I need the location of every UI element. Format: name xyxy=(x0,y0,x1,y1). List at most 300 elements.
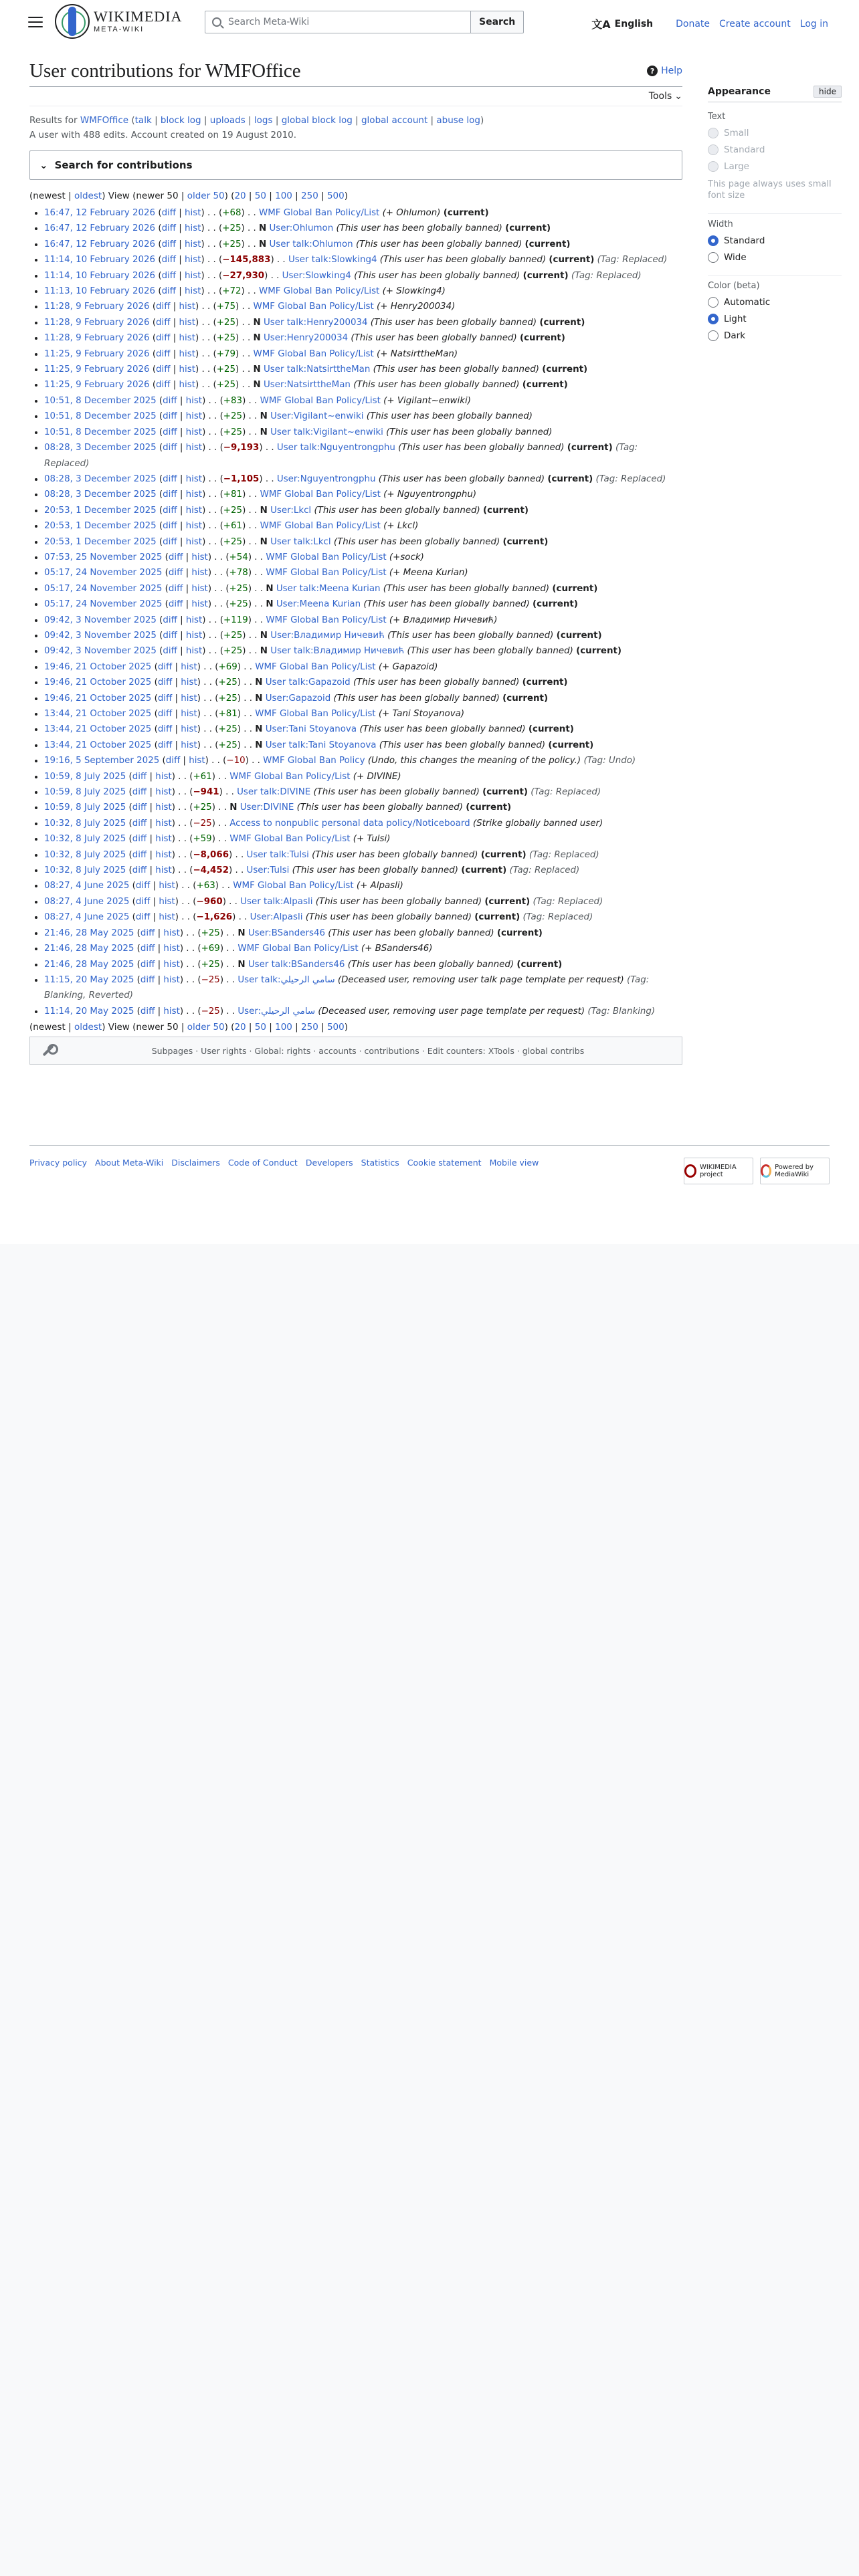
diff-link[interactable]: diff xyxy=(132,834,147,845)
page-link[interactable]: User talk:Ohlumon xyxy=(269,239,353,249)
timestamp-link[interactable]: 11:14, 10 February 2026 xyxy=(44,255,156,265)
hist-link[interactable]: hist xyxy=(159,912,175,923)
footer-link[interactable]: Developers xyxy=(305,1158,353,1168)
user-link-block-log[interactable]: block log xyxy=(160,115,201,126)
timestamp-link[interactable]: 16:47, 12 February 2026 xyxy=(44,208,156,218)
footer-link[interactable]: Cookie statement xyxy=(407,1158,482,1168)
diff-link[interactable]: diff xyxy=(157,693,173,704)
current-flag: (current) xyxy=(548,740,594,750)
hist-link[interactable]: hist xyxy=(155,802,172,813)
limit-250[interactable]: 250 xyxy=(301,191,318,201)
timestamp-link[interactable]: 07:53, 25 November 2025 xyxy=(44,552,163,562)
page-link[interactable]: WMF Global Ban Policy/List xyxy=(260,490,381,500)
hist-link[interactable]: hist xyxy=(163,1006,180,1016)
page-link[interactable]: WMF Global Ban Policy/List xyxy=(266,552,387,562)
page-link[interactable]: User talk:Lkcl xyxy=(270,536,331,547)
hist-link[interactable]: hist xyxy=(181,740,197,750)
footer-link[interactable]: Privacy policy xyxy=(29,1158,88,1168)
timestamp-link[interactable]: 21:46, 28 May 2025 xyxy=(44,959,134,970)
diff-link[interactable]: diff xyxy=(156,333,171,344)
hist-link[interactable]: hist xyxy=(191,599,208,610)
timestamp-link[interactable]: 05:17, 24 November 2025 xyxy=(44,583,163,594)
timestamp-link[interactable]: 11:25, 9 February 2026 xyxy=(44,348,150,359)
color-label: Color (beta) xyxy=(708,275,842,291)
page-link[interactable]: User talk:Meena Kurian xyxy=(276,583,381,594)
page-link[interactable]: WMF Global Ban Policy/List xyxy=(233,881,354,891)
language-button[interactable] xyxy=(591,16,653,31)
hist-link[interactable]: hist xyxy=(181,677,197,688)
size-diff: −10 xyxy=(226,756,246,766)
hist-link[interactable]: hist xyxy=(181,724,197,735)
hist-link[interactable]: hist xyxy=(179,333,195,344)
timestamp-link[interactable]: 11:28, 9 February 2026 xyxy=(44,302,150,312)
page-link[interactable]: WMF Global Ban Policy/List xyxy=(260,521,381,532)
size-diff: −27,930 xyxy=(222,270,265,281)
size-diff: +25 xyxy=(201,959,220,970)
diff-link[interactable]: diff xyxy=(156,317,171,328)
timestamp-link[interactable]: 09:42, 3 November 2025 xyxy=(44,630,157,641)
footer-link[interactable]: Mobile view xyxy=(489,1158,539,1168)
hist-link[interactable]: hist xyxy=(155,834,172,845)
diff-link[interactable]: diff xyxy=(135,896,151,907)
limit-500[interactable]: 500 xyxy=(326,191,345,201)
nav-older[interactable]: older 50 xyxy=(187,1022,225,1033)
edit-summary: (+ DIVINE) xyxy=(353,771,401,782)
page-link[interactable]: User talk:DIVINE xyxy=(237,787,311,798)
diff-link[interactable]: diff xyxy=(140,959,155,970)
diff-link[interactable]: diff xyxy=(156,302,171,312)
diff-link[interactable]: diff xyxy=(165,756,181,766)
diff-link[interactable]: diff xyxy=(163,505,177,516)
hist-link[interactable]: hist xyxy=(179,317,195,328)
timestamp-link[interactable]: 09:42, 3 November 2025 xyxy=(44,646,157,657)
radio-label: Dark xyxy=(724,330,746,341)
hist-link[interactable]: hist xyxy=(163,928,180,938)
page-link[interactable]: User:Alpasli xyxy=(250,912,303,923)
timestamp-link[interactable]: 20:53, 1 December 2025 xyxy=(44,536,157,547)
page-link[interactable]: User:Vigilant~enwiki xyxy=(270,411,364,422)
timestamp-link[interactable]: 10:59, 8 July 2025 xyxy=(44,787,126,798)
page-link[interactable]: User talk:Vigilant~enwiki xyxy=(270,427,383,437)
diff-link[interactable]: diff xyxy=(157,724,173,735)
width-wide-radio[interactable] xyxy=(708,252,842,263)
current-flag: (current) xyxy=(528,724,574,735)
page-link[interactable]: User talk:Slowking4 xyxy=(288,255,377,265)
hist-link[interactable]: hist xyxy=(181,661,197,672)
hist-link[interactable]: hist xyxy=(185,239,201,249)
timestamp-link[interactable]: 10:59, 8 July 2025 xyxy=(44,771,126,782)
hist-link[interactable]: hist xyxy=(185,255,201,265)
contribution-row: • 08:27, 4 June 2025 (diff | hist) . . (−960) . . User talk:Alpasli (This user has been globally banned) (current) (Tag: Replaced) xyxy=(44,894,682,909)
page-link[interactable]: User:Slowking4 xyxy=(282,270,351,281)
page-link[interactable]: User talk:Gapazoid xyxy=(265,677,351,688)
page-link[interactable]: User talk:Alpasli xyxy=(240,896,313,907)
nav-older[interactable]: older 50 xyxy=(187,191,225,201)
donate-link[interactable]: Donate xyxy=(676,18,710,29)
diff-link[interactable]: diff xyxy=(157,709,173,719)
page-link[interactable]: User:Meena Kurian xyxy=(276,599,361,610)
diff-link[interactable]: diff xyxy=(135,912,151,923)
diff-link[interactable]: diff xyxy=(163,615,177,625)
size-diff: +25 xyxy=(216,380,235,391)
diff-link[interactable]: diff xyxy=(163,646,177,657)
footer-link[interactable]: Code of Conduct xyxy=(227,1158,298,1168)
page-link[interactable]: User talk:Владимир Ничевић xyxy=(270,646,405,657)
page-link[interactable]: User:Nguyentrongphu xyxy=(276,473,376,484)
diff-link[interactable]: diff xyxy=(163,473,177,484)
radio-label: Standard xyxy=(724,235,765,246)
timestamp-link[interactable]: 13:44, 21 October 2025 xyxy=(44,740,152,750)
footer-link[interactable]: Statistics xyxy=(361,1158,399,1168)
timestamp-link[interactable]: 21:46, 28 May 2025 xyxy=(44,928,134,938)
user-link-talk[interactable]: talk xyxy=(134,115,152,126)
timestamp-link[interactable]: 08:27, 4 June 2025 xyxy=(44,912,130,923)
tools-icon xyxy=(39,1043,56,1059)
diff-link[interactable]: diff xyxy=(161,255,177,265)
timestamp-link[interactable]: 20:53, 1 December 2025 xyxy=(44,505,157,516)
current-flag: (current) xyxy=(466,802,512,813)
timestamp-link[interactable]: 11:14, 20 May 2025 xyxy=(44,1006,134,1016)
page-link[interactable]: Access to nonpublic personal data policy/Noticeboard xyxy=(229,818,470,829)
hist-link[interactable]: hist xyxy=(179,364,195,375)
edit-summary: (This user has been globally banned) xyxy=(370,317,537,328)
footer-link[interactable]: Disclaimers xyxy=(171,1158,220,1168)
hist-link[interactable]: hist xyxy=(155,865,172,876)
contributions-footer xyxy=(29,1037,682,1065)
hist-link[interactable]: hist xyxy=(185,521,203,532)
hist-link[interactable]: hist xyxy=(185,536,203,547)
size-diff: +25 xyxy=(222,223,242,234)
page-link[interactable]: User:BSanders46 xyxy=(248,928,326,938)
hist-link[interactable]: hist xyxy=(155,849,172,860)
edit-summary: (+ Tani Stoyanova) xyxy=(378,709,465,719)
edit-summary: (This user has been globally banned) xyxy=(379,740,546,750)
new-page-flag: N xyxy=(260,505,268,516)
hist-link[interactable]: hist xyxy=(191,583,208,594)
timestamp-link[interactable]: 08:28, 3 December 2025 xyxy=(44,443,157,453)
timestamp-link[interactable]: 10:32, 8 July 2025 xyxy=(44,865,126,876)
color-light-radio[interactable] xyxy=(708,314,842,324)
new-page-flag: N xyxy=(255,693,263,704)
hist-link[interactable]: hist xyxy=(185,646,203,657)
hist-link[interactable]: hist xyxy=(191,568,208,578)
search-input[interactable] xyxy=(205,11,471,33)
page-link[interactable]: WMF Global Ban Policy/List xyxy=(259,286,380,297)
edit-summary: (This user has been globally banned) xyxy=(378,473,545,484)
hist-link[interactable]: hist xyxy=(163,944,180,954)
edit-summary: (+ Tulsi) xyxy=(353,834,391,845)
page-link[interactable]: WMF Global Ban Policy/List xyxy=(266,615,387,625)
diff-link[interactable]: diff xyxy=(168,552,183,562)
timestamp-link[interactable]: 16:47, 12 February 2026 xyxy=(44,223,156,234)
timestamp-link[interactable]: 11:14, 10 February 2026 xyxy=(44,270,156,281)
limit-20[interactable]: 20 xyxy=(234,1022,246,1033)
diff-link[interactable]: diff xyxy=(156,348,171,359)
hist-link[interactable]: hist xyxy=(185,427,203,437)
timestamp-link[interactable]: 11:28, 9 February 2026 xyxy=(44,317,150,328)
contribution-row: • 19:16, 5 September 2025 (diff | hist) . . (−10) . . WMF Global Ban Policy (Undo, this changes the meaning of the policy.) (Tag: Undo) xyxy=(44,753,682,768)
diff-link[interactable]: diff xyxy=(163,443,177,453)
diff-link[interactable]: diff xyxy=(132,849,147,860)
diff-link[interactable]: diff xyxy=(157,740,173,750)
hist-link[interactable]: hist xyxy=(155,787,172,798)
timestamp-link[interactable]: 13:44, 21 October 2025 xyxy=(44,724,152,735)
diff-link[interactable]: diff xyxy=(156,364,171,375)
edit-summary: (+ Meena Kurian) xyxy=(389,568,468,578)
diff-link[interactable]: diff xyxy=(132,771,147,782)
user-link-logs[interactable]: logs xyxy=(254,115,273,126)
diff-link[interactable]: diff xyxy=(163,490,177,500)
diff-link[interactable]: diff xyxy=(132,787,147,798)
hist-link[interactable]: hist xyxy=(185,630,203,641)
contribution-row: • 09:42, 3 November 2025 (diff | hist) . . (+25) . . N User talk:Владимир Ничевић (This user has been globally banned) (current) xyxy=(44,643,682,659)
page-link[interactable]: User:Владимир Ничевић xyxy=(270,630,385,641)
new-page-flag: N xyxy=(253,380,261,391)
limit-100[interactable]: 100 xyxy=(275,191,292,201)
timestamp-link[interactable]: 10:32, 8 July 2025 xyxy=(44,834,126,845)
wikimedia-project-badge[interactable] xyxy=(684,1158,753,1184)
timestamp-link[interactable]: 10:51, 8 December 2025 xyxy=(44,395,157,406)
user-link-global-account[interactable]: global account xyxy=(361,115,428,126)
diff-link[interactable]: diff xyxy=(163,427,177,437)
help-label: Help xyxy=(661,66,682,76)
diff-link[interactable]: diff xyxy=(157,661,173,672)
hist-link[interactable]: hist xyxy=(185,615,203,625)
hist-link[interactable]: hist xyxy=(179,380,195,391)
page-link[interactable]: User talk:Tulsi xyxy=(246,849,309,860)
diff-link[interactable]: diff xyxy=(156,380,171,391)
timestamp-link[interactable]: 10:32, 8 July 2025 xyxy=(44,849,126,860)
current-flag: (current) xyxy=(484,896,531,907)
page-link[interactable]: User talk:Henry200034 xyxy=(263,317,368,328)
limit-250[interactable]: 250 xyxy=(301,1022,318,1033)
badge-label: Powered by MediaWiki xyxy=(775,1164,814,1178)
color-dark-radio[interactable] xyxy=(708,330,842,341)
hist-link[interactable]: hist xyxy=(191,552,208,562)
timestamp-link[interactable]: 11:25, 9 February 2026 xyxy=(44,364,150,375)
user-link[interactable]: WMFOffice xyxy=(80,115,129,126)
timestamp-link[interactable]: 19:16, 5 September 2025 xyxy=(44,756,160,766)
page-link[interactable]: User:Tulsi xyxy=(246,865,290,876)
hist-link[interactable]: hist xyxy=(181,709,197,719)
page-link[interactable]: WMF Global Ban Policy/List xyxy=(259,208,380,218)
tag-label: (Tag: Replaced) xyxy=(595,473,666,484)
diff-link[interactable]: diff xyxy=(140,974,155,985)
text-large-radio[interactable] xyxy=(708,161,842,172)
hist-link[interactable]: hist xyxy=(163,959,180,970)
diff-link[interactable]: diff xyxy=(140,1006,155,1016)
diff-link[interactable]: diff xyxy=(161,270,177,281)
diff-link[interactable]: diff xyxy=(161,239,177,249)
edit-summary: (Strike globally banned user) xyxy=(472,818,603,829)
tag-label: (Tag: Replaced) xyxy=(509,865,580,876)
hist-link[interactable]: hist xyxy=(185,490,203,500)
page-link[interactable]: WMF Global Ban Policy xyxy=(263,756,365,766)
timestamp-link[interactable]: 20:53, 1 December 2025 xyxy=(44,521,157,532)
user-link-global-block-log[interactable]: global block log xyxy=(281,115,353,126)
timestamp-link[interactable]: 10:51, 8 December 2025 xyxy=(44,427,157,437)
login-link[interactable]: Log in xyxy=(799,18,828,29)
diff-link[interactable]: diff xyxy=(163,521,177,532)
page-link[interactable]: User talk:سامي الرحيلي xyxy=(237,974,335,985)
hist-link[interactable]: hist xyxy=(185,286,201,297)
hide-button[interactable]: hide xyxy=(814,86,842,98)
timestamp-link[interactable]: 05:17, 24 November 2025 xyxy=(44,568,163,578)
page-link[interactable]: User:DIVINE xyxy=(240,802,294,813)
timestamp-link[interactable]: 13:44, 21 October 2025 xyxy=(44,709,152,719)
hist-link[interactable]: hist xyxy=(185,223,201,234)
main-menu-button[interactable] xyxy=(25,13,45,31)
limit-20[interactable]: 20 xyxy=(234,191,246,201)
timestamp-link[interactable]: 19:46, 21 October 2025 xyxy=(44,661,152,672)
timestamp-link[interactable]: 10:32, 8 July 2025 xyxy=(44,818,126,829)
edit-summary: (This user has been globally banned) xyxy=(366,411,533,422)
footer-links xyxy=(29,1158,539,1168)
diff-link[interactable]: diff xyxy=(163,630,177,641)
nav-oldest[interactable]: oldest xyxy=(74,1022,102,1033)
diff-link[interactable]: diff xyxy=(157,677,173,688)
text-small-radio[interactable] xyxy=(708,128,842,138)
search-contributions-panel[interactable] xyxy=(29,150,682,180)
site-logo[interactable] xyxy=(55,4,182,39)
diff-link[interactable]: diff xyxy=(135,881,151,891)
diff-link[interactable]: diff xyxy=(161,286,177,297)
current-flag: (current) xyxy=(576,646,622,657)
page-link[interactable]: WMF Global Ban Policy/List xyxy=(255,661,376,672)
timestamp-link[interactable]: 09:42, 3 November 2025 xyxy=(44,615,157,625)
hist-link[interactable]: hist xyxy=(185,411,203,422)
page-link[interactable]: WMF Global Ban Policy/List xyxy=(253,302,374,312)
timestamp-link[interactable]: 08:28, 3 December 2025 xyxy=(44,490,157,500)
color-automatic-radio[interactable] xyxy=(708,297,842,308)
nav-oldest[interactable]: oldest xyxy=(74,191,102,201)
diff-link[interactable]: diff xyxy=(163,536,177,547)
timestamp-link[interactable]: 11:28, 9 February 2026 xyxy=(44,333,150,344)
hist-link[interactable]: hist xyxy=(181,693,197,704)
size-diff: +25 xyxy=(229,583,248,594)
powered-by-mediawiki-badge[interactable] xyxy=(760,1158,830,1184)
page-link[interactable]: WMF Global Ban Policy/List xyxy=(260,395,381,406)
current-flag: (current) xyxy=(567,443,613,453)
page-link[interactable]: User:Gapazoid xyxy=(265,693,331,704)
width-label: Width xyxy=(708,213,842,229)
timestamp-link[interactable]: 10:51, 8 December 2025 xyxy=(44,411,157,422)
size-diff: +81 xyxy=(223,490,243,500)
page-link[interactable]: WMF Global Ban Policy/List xyxy=(229,834,351,845)
diff-link[interactable]: diff xyxy=(163,411,177,422)
tag-label: (Tag: Replaced) xyxy=(44,443,638,469)
diff-link[interactable]: diff xyxy=(132,865,147,876)
page-link[interactable]: WMF Global Ban Policy/List xyxy=(229,771,351,782)
diff-link[interactable]: diff xyxy=(168,583,183,594)
timestamp-link[interactable]: 08:27, 4 June 2025 xyxy=(44,896,130,907)
page-link[interactable]: User talk:BSanders46 xyxy=(248,959,345,970)
diff-link[interactable]: diff xyxy=(161,223,177,234)
page-link[interactable]: User:NatsirttheMan xyxy=(263,380,351,391)
page-link[interactable]: User:سامي الرحيلي xyxy=(237,1006,316,1016)
size-diff: +61 xyxy=(223,521,243,532)
footer-tool-links[interactable]: Subpages · User rights · Global: rights · accounts · contributions · Edit counters: XTools · global contribs xyxy=(151,1045,585,1056)
timestamp-link[interactable]: 11:25, 9 February 2026 xyxy=(44,380,150,391)
timestamp-link[interactable]: 11:15, 20 May 2025 xyxy=(44,974,134,985)
hist-link[interactable]: hist xyxy=(179,348,195,359)
page-link[interactable]: User:Henry200034 xyxy=(263,333,349,344)
timestamp-link[interactable]: 16:47, 12 February 2026 xyxy=(44,239,156,249)
diff-link[interactable]: diff xyxy=(168,599,183,610)
diff-link[interactable]: diff xyxy=(163,395,177,406)
new-page-flag: N xyxy=(255,740,263,750)
hist-link[interactable]: hist xyxy=(159,881,175,891)
page-link[interactable]: WMF Global Ban Policy/List xyxy=(253,348,374,359)
hist-link[interactable]: hist xyxy=(155,771,172,782)
size-diff: −4,452 xyxy=(193,865,229,876)
user-link-uploads[interactable]: uploads xyxy=(209,115,246,126)
limit-100[interactable]: 100 xyxy=(275,1022,292,1033)
new-page-flag: N xyxy=(259,223,267,234)
hist-link[interactable]: hist xyxy=(189,756,205,766)
text-standard-radio[interactable] xyxy=(708,144,842,155)
timestamp-link[interactable]: 19:46, 21 October 2025 xyxy=(44,677,152,688)
page-link[interactable]: User talk:Tani Stoyanova xyxy=(265,740,377,750)
timestamp-link[interactable]: 11:13, 10 February 2026 xyxy=(44,286,156,297)
diff-link[interactable]: diff xyxy=(168,568,183,578)
hist-link[interactable]: hist xyxy=(185,208,201,218)
page-link[interactable]: User:Lkcl xyxy=(270,505,312,516)
contribution-row: • 11:28, 9 February 2026 (diff | hist) . . (+25) . . N User talk:Henry200034 (This user has been globally banned) (current) xyxy=(44,315,682,330)
timestamp-link[interactable]: 08:28, 3 December 2025 xyxy=(44,473,157,484)
timestamp-link[interactable]: 08:27, 4 June 2025 xyxy=(44,881,130,891)
search-button[interactable]: Search xyxy=(471,11,524,33)
hist-link[interactable]: hist xyxy=(155,818,172,829)
tools-dropdown[interactable] xyxy=(649,91,682,102)
page-link[interactable]: User talk:NatsirttheMan xyxy=(263,364,371,375)
timestamp-link[interactable]: 21:46, 28 May 2025 xyxy=(44,944,134,954)
page-link[interactable]: WMF Global Ban Policy/List xyxy=(266,568,387,578)
hist-link[interactable]: hist xyxy=(179,302,195,312)
page-link[interactable]: WMF Global Ban Policy/List xyxy=(237,944,359,954)
contribution-row: • 13:44, 21 October 2025 (diff | hist) . . (+81) . . WMF Global Ban Policy/List (+ Tani Stoyanova) xyxy=(44,706,682,722)
limit-50[interactable]: 50 xyxy=(254,191,266,201)
diff-link[interactable]: diff xyxy=(161,208,177,218)
create-account-link[interactable]: Create account xyxy=(719,18,791,29)
page-link[interactable]: User:Ohlumon xyxy=(269,223,334,234)
diff-link[interactable]: diff xyxy=(132,802,147,813)
hist-link[interactable]: hist xyxy=(185,443,203,453)
hist-link[interactable]: hist xyxy=(163,974,180,985)
help-link[interactable] xyxy=(647,66,682,76)
width-standard-radio[interactable] xyxy=(708,235,842,246)
diff-link[interactable]: diff xyxy=(140,944,155,954)
hist-link[interactable]: hist xyxy=(185,473,203,484)
hist-link[interactable]: hist xyxy=(185,505,203,516)
contribution-row: • 20:53, 1 December 2025 (diff | hist) . . (+25) . . N User:Lkcl (This user has been globally banned) (current) xyxy=(44,503,682,518)
timestamp-link[interactable]: 05:17, 24 November 2025 xyxy=(44,599,163,610)
footer-link[interactable]: About Meta-Wiki xyxy=(95,1158,164,1168)
page-link[interactable]: WMF Global Ban Policy/List xyxy=(255,709,376,719)
timestamp-link[interactable]: 10:59, 8 July 2025 xyxy=(44,802,126,813)
user-link-abuse-log[interactable]: abuse log xyxy=(436,115,480,126)
page-link[interactable]: User:Tani Stoyanova xyxy=(265,724,357,735)
hist-link[interactable]: hist xyxy=(185,395,203,406)
limit-500[interactable]: 500 xyxy=(326,1022,345,1033)
diff-link[interactable]: diff xyxy=(140,928,155,938)
diff-link[interactable]: diff xyxy=(132,818,147,829)
hist-link[interactable]: hist xyxy=(159,896,175,907)
limit-50[interactable]: 50 xyxy=(254,1022,266,1033)
page-link[interactable]: User talk:Nguyentrongphu xyxy=(276,443,395,453)
hist-link[interactable]: hist xyxy=(185,270,201,281)
timestamp-link[interactable]: 19:46, 21 October 2025 xyxy=(44,693,152,704)
